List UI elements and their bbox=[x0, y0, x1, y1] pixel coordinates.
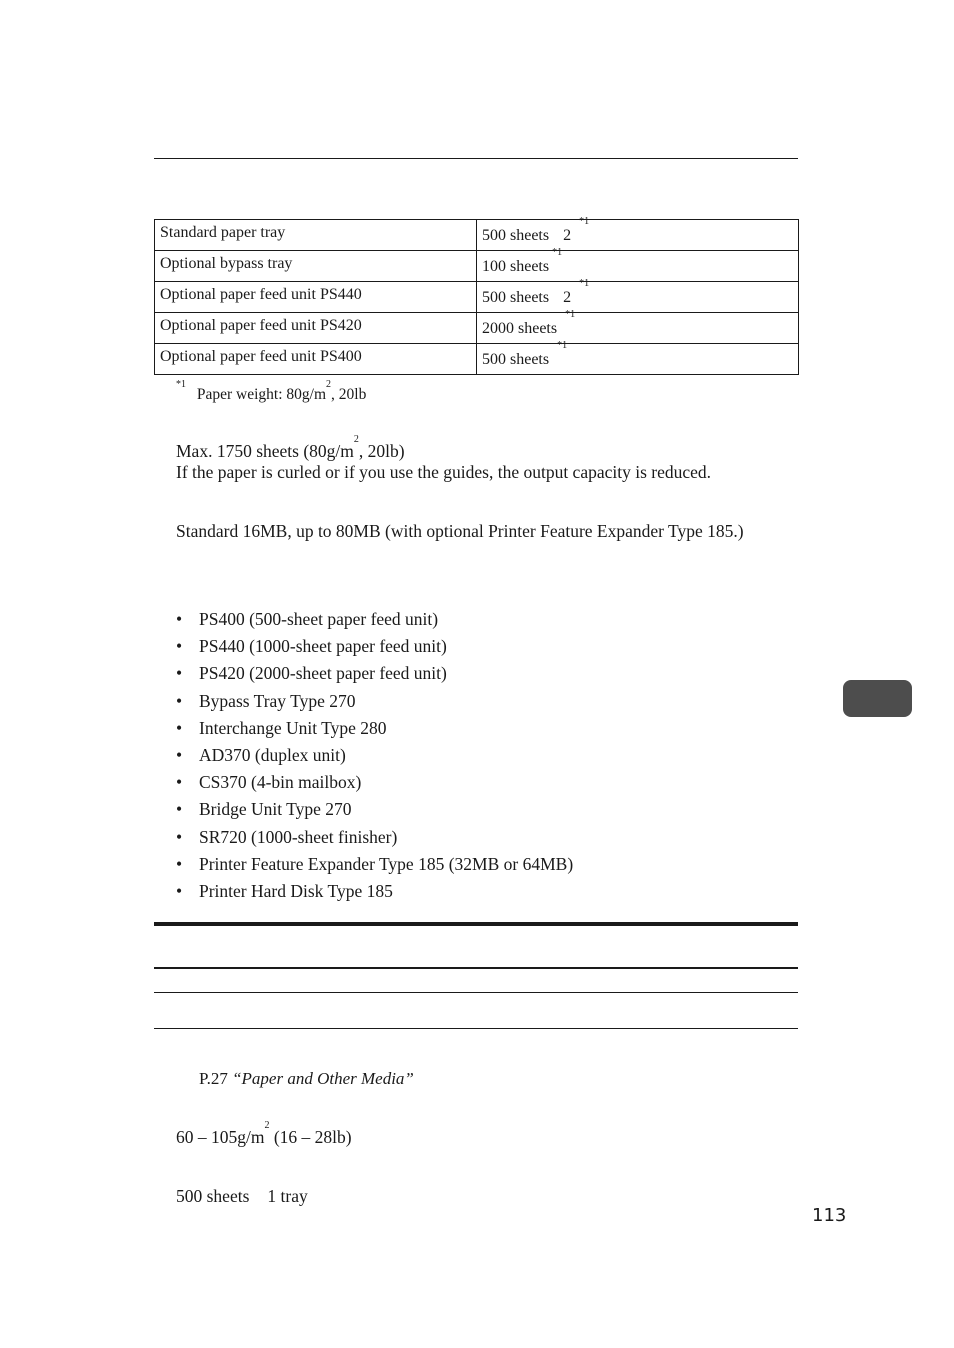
paper-weight: $60 - 105g/m^2$ (16 – 28lb) bbox=[176, 1120, 352, 1147]
capacity-value: 2000 sheets bbox=[482, 320, 558, 337]
reference-title[interactable]: “Paper and Other Media” bbox=[232, 1069, 414, 1088]
subsection-rule-1 bbox=[154, 967, 798, 969]
bullet: • bbox=[176, 826, 183, 847]
header-rule bbox=[154, 158, 798, 159]
option-label: Interchange Unit Type 280 bbox=[199, 717, 387, 738]
table-row bbox=[155, 220, 799, 251]
list-item bbox=[176, 606, 573, 633]
table-row bbox=[155, 313, 799, 344]
chapter-tab-marker bbox=[843, 680, 912, 717]
option-label: PS420 (2000-sheet paper feed unit) bbox=[199, 663, 447, 684]
footnote-ref: *1 bbox=[552, 247, 563, 258]
memory-text: Standard 16MB, up to 80MB (with optional Printer Feature Expander Type 185.) bbox=[176, 521, 744, 541]
list-item bbox=[176, 688, 573, 715]
bullet: • bbox=[176, 880, 183, 901]
output-capacity-line2: If the paper is curled or if you use the guides, the output capacity is reduced. bbox=[176, 462, 712, 482]
page-number: 113 bbox=[812, 1205, 847, 1226]
list-item bbox=[176, 660, 573, 687]
paper-source-cell: Standard paper tray bbox=[155, 220, 477, 251]
capacity-cell bbox=[477, 247, 799, 282]
list-item bbox=[176, 742, 573, 769]
tray-multiplier: 2 bbox=[563, 227, 572, 244]
footnote-ref: *1 bbox=[557, 340, 568, 351]
bullet: • bbox=[176, 772, 183, 793]
bullet: • bbox=[176, 636, 183, 657]
reference-page: P.27 bbox=[199, 1069, 228, 1088]
options-list bbox=[176, 606, 573, 905]
paper-capacity-line bbox=[176, 1186, 308, 1207]
output-capacity bbox=[176, 434, 799, 483]
list-item bbox=[176, 796, 573, 823]
capacity-cell bbox=[477, 278, 799, 313]
subsection-rule-2 bbox=[154, 992, 798, 993]
bullet: • bbox=[176, 717, 183, 738]
capacity-cell bbox=[477, 340, 799, 375]
capacity-value: 500 sheets bbox=[482, 227, 550, 244]
tray-multiplier: 2 bbox=[563, 289, 572, 306]
table-row bbox=[155, 344, 799, 375]
paper-source-cell: Optional paper feed unit PS440 bbox=[155, 282, 477, 313]
option-label: Bypass Tray Type 270 bbox=[199, 690, 356, 711]
subsection-rule-3 bbox=[154, 1028, 798, 1029]
bullet: • bbox=[176, 690, 183, 711]
footnote-ref: *1 bbox=[579, 278, 590, 289]
paper-source-cell: Optional bypass tray bbox=[155, 251, 477, 282]
table-row bbox=[155, 251, 799, 282]
option-label: AD370 (duplex unit) bbox=[199, 744, 346, 765]
list-item bbox=[176, 769, 573, 796]
option-label: PS440 (1000-sheet paper feed unit) bbox=[199, 636, 447, 657]
option-label: SR720 (1000-sheet finisher) bbox=[199, 826, 398, 847]
option-label: Printer Feature Expander Type 185 (32MB or 64MB) bbox=[199, 853, 574, 874]
paper-size-reference[interactable] bbox=[199, 1068, 414, 1089]
footnote-text: Paper weight: 80g/m bbox=[196, 386, 327, 403]
option-label: PS400 (500-sheet paper feed unit) bbox=[199, 609, 439, 629]
option-label: CS370 (4-bin mailbox) bbox=[199, 772, 362, 793]
option-label: Printer Hard Disk Type 185 bbox=[199, 880, 393, 901]
bullet: • bbox=[176, 609, 183, 629]
paper-capacity-trays: 1 tray bbox=[267, 1186, 308, 1206]
list-item bbox=[176, 715, 573, 742]
capacity-value: 500 sheets bbox=[482, 351, 550, 368]
table-footnote: $^{*1}$ Paper weight: $80g/m^2$, 20lb bbox=[176, 379, 367, 403]
list-item bbox=[176, 878, 573, 905]
bullet: • bbox=[176, 663, 183, 684]
bullet: • bbox=[176, 799, 183, 820]
footnote-mark: *1 bbox=[176, 379, 186, 390]
bullet: • bbox=[176, 853, 183, 874]
option-label: Bridge Unit Type 270 bbox=[199, 799, 352, 820]
capacity-cell bbox=[477, 216, 799, 251]
section-rule-thick bbox=[154, 922, 798, 926]
paper-capacity-table bbox=[154, 216, 799, 375]
paper-source-cell: Optional paper feed unit PS420 bbox=[155, 313, 477, 344]
output-capacity-line1: Max. 1750 sheets ($80g/m^2$, 20lb) bbox=[176, 434, 405, 461]
capacity-cell bbox=[477, 309, 799, 344]
list-item bbox=[176, 824, 573, 851]
paper-capacity-sheets: 500 sheets bbox=[176, 1186, 250, 1206]
table-row bbox=[155, 282, 799, 313]
list-item bbox=[176, 851, 573, 878]
footnote-ref: *1 bbox=[579, 216, 590, 227]
capacity-value: 100 sheets bbox=[482, 258, 550, 275]
list-item bbox=[176, 633, 573, 660]
capacity-value: 500 sheets bbox=[482, 289, 550, 306]
bullet: • bbox=[176, 744, 183, 765]
paper-source-cell: Optional paper feed unit PS400 bbox=[155, 344, 477, 375]
footnote-ref: *1 bbox=[565, 309, 576, 320]
